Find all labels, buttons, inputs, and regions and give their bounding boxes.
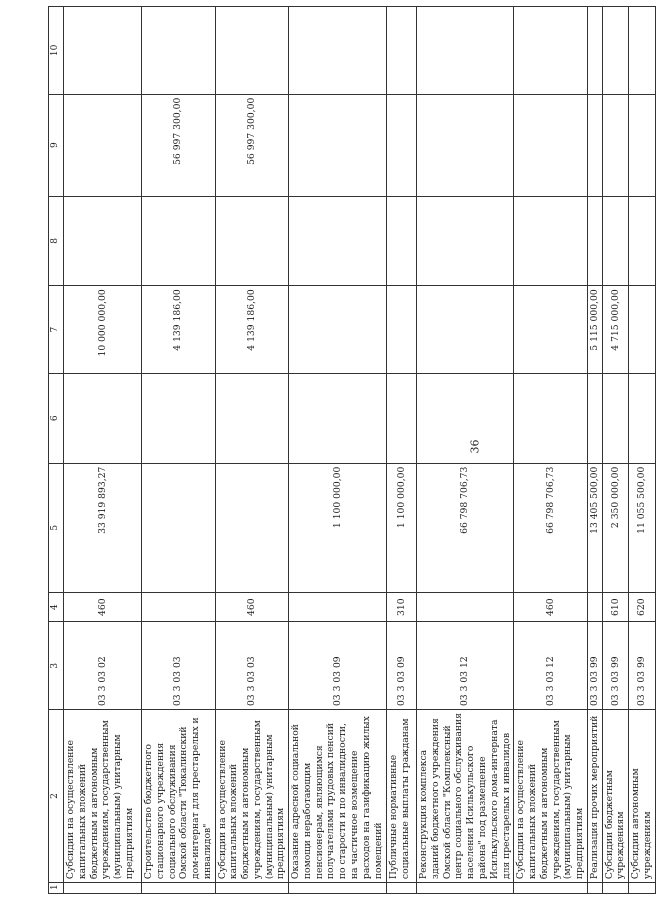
row-value-col9 <box>289 94 387 196</box>
row-value-col8 <box>514 196 588 286</box>
column-header: 10 <box>49 7 64 95</box>
row-code: 03 3 03 12 <box>417 622 514 710</box>
row-value-col10 <box>629 7 656 95</box>
row-value-col7: 4 715 000,00 <box>602 286 629 374</box>
row-index-cell <box>514 883 588 894</box>
row-index-cell <box>289 883 387 894</box>
table-row <box>215 7 289 894</box>
row-value-col6 <box>289 373 387 463</box>
table-row <box>64 7 142 894</box>
row-code: 03 3 03 99 <box>587 622 602 710</box>
row-value-col10 <box>289 7 387 95</box>
row-description: Субсидии на осуществление капитальных вложений бюджетным и автономным учреждениям, государственным (муниципальным) унитарным предприятиям <box>215 710 289 883</box>
column-header: 8 <box>49 196 64 286</box>
row-value-col5: 1 100 000,00 <box>387 463 417 592</box>
column-header: 1 <box>49 883 64 894</box>
row-value-col10 <box>514 7 588 95</box>
row-value-col10 <box>587 7 602 95</box>
table-row <box>514 7 588 894</box>
row-value-col8 <box>215 196 289 286</box>
row-value-col7 <box>289 286 387 374</box>
row-value-col8 <box>587 196 602 286</box>
row-description: Оказание адресной социальной помощи неработающим пенсионерам, являющимся получателями трудовых пенсий по старости и по инвалидности, на частичное возмещение расходов на газификацию жилых помещений <box>289 710 387 883</box>
column-number-row <box>49 7 64 894</box>
column-header: 4 <box>49 592 64 622</box>
row-value-col7: 4 139 186,00 <box>215 286 289 374</box>
row-description: Субсидии на осуществление капитальных вложений бюджетным и автономным учреждениям, государственным (муниципальным) унитарным предприятиям <box>514 710 588 883</box>
row-expense-type: 460 <box>215 592 289 622</box>
column-header: 5 <box>49 463 64 592</box>
row-value-col8 <box>289 196 387 286</box>
table-row <box>587 7 602 894</box>
row-index-cell <box>387 883 417 894</box>
row-value-col8 <box>602 196 629 286</box>
row-value-col10 <box>142 7 216 95</box>
column-header: 7 <box>49 286 64 374</box>
row-value-col6 <box>387 373 417 463</box>
row-value-col10 <box>215 7 289 95</box>
row-value-col5: 11 055 500,00 <box>629 463 656 592</box>
row-index-cell <box>417 883 514 894</box>
row-value-col7: 4 139 186,00 <box>142 286 216 374</box>
row-value-col6 <box>514 373 588 463</box>
row-description: Субсидии на осуществление капитальных вложений бюджетным и автономным учреждениям, государственным (муниципальным) унитарным предприятиям <box>64 710 142 883</box>
row-value-col5 <box>215 463 289 592</box>
row-value-col10 <box>417 7 514 95</box>
table-row <box>417 7 514 894</box>
row-value-col7: 10 000 000,00 <box>64 286 142 374</box>
row-value-col5: 33 919 893,27 <box>64 463 142 592</box>
row-value-col9 <box>387 94 417 196</box>
row-value-col9 <box>514 94 588 196</box>
row-value-col6 <box>587 373 602 463</box>
row-code: 03 3 03 99 <box>602 622 629 710</box>
row-description: Строительство бюджетного стационарного учреждения социального обслуживания Омской области "Тюкалинский дом-интернат для престарелых и инвалидов" <box>142 710 216 883</box>
table-row <box>629 7 656 894</box>
row-value-col6 <box>602 373 629 463</box>
row-description: Субсидии бюджетным учреждениям <box>602 710 629 883</box>
row-value-col7: 5 115 000,00 <box>587 286 602 374</box>
row-value-col10 <box>602 7 629 95</box>
row-expense-type: 620 <box>629 592 656 622</box>
row-expense-type: 460 <box>64 592 142 622</box>
row-index-cell <box>587 883 602 894</box>
row-value-col8 <box>64 196 142 286</box>
row-index-cell <box>64 883 142 894</box>
row-expense-type: 610 <box>602 592 629 622</box>
row-expense-type: 310 <box>387 592 417 622</box>
row-expense-type <box>417 592 514 622</box>
table-rotation-frame <box>48 6 653 894</box>
row-value-col9: 56 997 300,00 <box>215 94 289 196</box>
row-index-cell <box>215 883 289 894</box>
row-index-cell <box>629 883 656 894</box>
row-value-col8 <box>417 196 514 286</box>
budget-table <box>48 6 656 894</box>
row-value-col9 <box>64 94 142 196</box>
row-expense-type: 460 <box>514 592 588 622</box>
row-value-col7 <box>417 286 514 374</box>
row-value-col5: 13 405 500,00 <box>587 463 602 592</box>
row-description: Реконструкция комплекса зданий бюджетного учреждения Омской области "Комплексный центр социального обслуживания населения Исилькульского района" под размещение Исилькульского дома-интерната для престарелых и инвалидов <box>417 710 514 883</box>
row-value-col6 <box>629 373 656 463</box>
row-value-col9 <box>602 94 629 196</box>
row-value-col8 <box>387 196 417 286</box>
row-code: 03 3 03 12 <box>514 622 588 710</box>
row-value-col5: 66 798 706,73 <box>514 463 588 592</box>
row-value-col7 <box>387 286 417 374</box>
page-number: 36 <box>468 439 482 454</box>
table-row <box>289 7 387 894</box>
row-value-col7 <box>514 286 588 374</box>
row-value-col5 <box>142 463 216 592</box>
row-code: 03 3 03 03 <box>142 622 216 710</box>
row-description: Субсидии автономным учреждениям <box>629 710 656 883</box>
row-code: 03 3 03 09 <box>387 622 417 710</box>
row-code: 03 3 03 03 <box>215 622 289 710</box>
row-value-col10 <box>64 7 142 95</box>
row-value-col9 <box>587 94 602 196</box>
row-value-col8 <box>142 196 216 286</box>
row-code: 03 3 03 99 <box>629 622 656 710</box>
table-row <box>387 7 417 894</box>
column-header: 3 <box>49 622 64 710</box>
table-row <box>602 7 629 894</box>
row-value-col7 <box>629 286 656 374</box>
row-expense-type <box>289 592 387 622</box>
row-value-col5: 66 798 706,73 <box>417 463 514 592</box>
row-value-col5: 2 350 000,00 <box>602 463 629 592</box>
row-value-col6 <box>64 373 142 463</box>
row-value-col9 <box>629 94 656 196</box>
row-expense-type <box>142 592 216 622</box>
row-value-col9: 56 997 300,00 <box>142 94 216 196</box>
column-header: 6 <box>49 373 64 463</box>
row-value-col10 <box>387 7 417 95</box>
row-code: 03 3 03 09 <box>289 622 387 710</box>
row-description: Публичные нормативные социальные выплаты гражданам <box>387 710 417 883</box>
table-row <box>142 7 216 894</box>
row-index-cell <box>142 883 216 894</box>
row-description: Реализация прочих мероприятий <box>587 710 602 883</box>
column-header: 2 <box>49 710 64 883</box>
row-expense-type <box>587 592 602 622</box>
row-value-col9 <box>417 94 514 196</box>
row-value-col8 <box>629 196 656 286</box>
row-value-col5: 1 100 000,00 <box>289 463 387 592</box>
row-index-cell <box>602 883 629 894</box>
row-value-col6 <box>142 373 216 463</box>
row-value-col6 <box>417 373 514 463</box>
column-header: 9 <box>49 94 64 196</box>
row-code: 03 3 03 02 <box>64 622 142 710</box>
row-value-col6 <box>215 373 289 463</box>
